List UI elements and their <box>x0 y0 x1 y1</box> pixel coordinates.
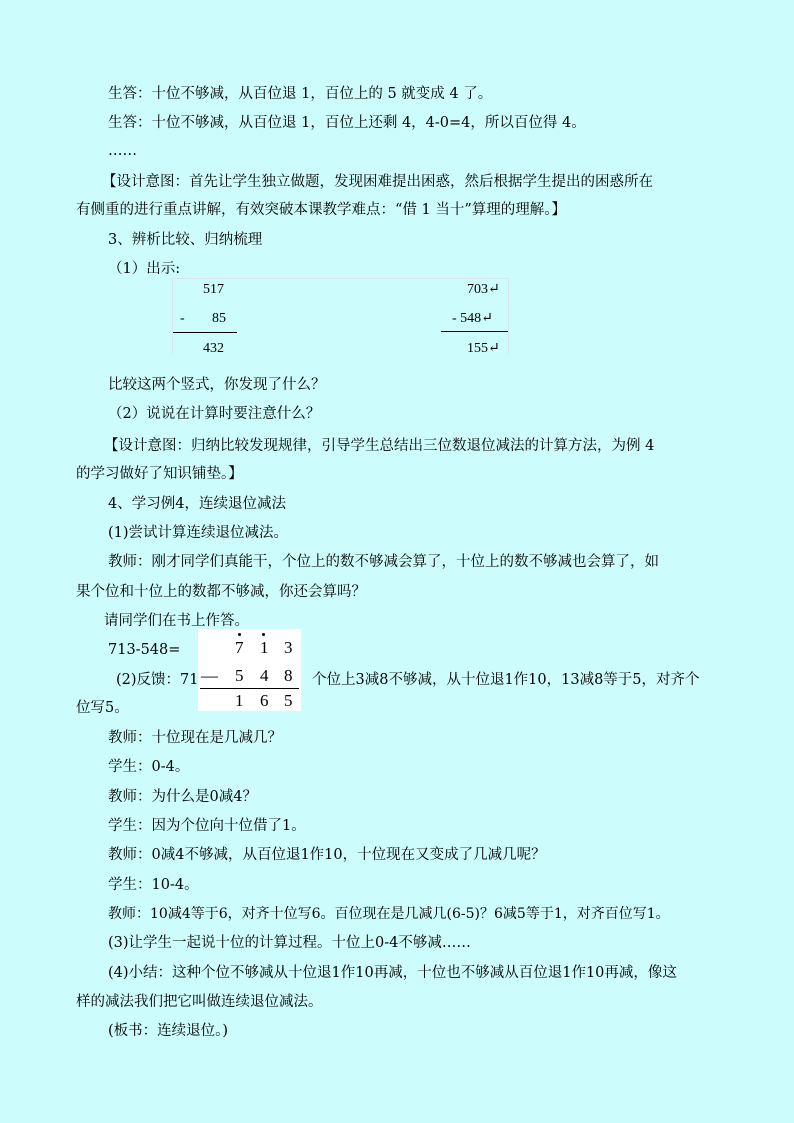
text-line: 样的减法我们把它叫做连续退位减法。 <box>76 994 323 1010</box>
text-line: (3)让学生一起说十位的计算过程。十位上0-4不够减…… <box>108 935 471 951</box>
text-line: 学生：10-4。 <box>108 877 199 893</box>
digit: 6 <box>260 691 269 710</box>
borrow-dot <box>262 633 265 636</box>
minus-sign: — <box>201 666 218 685</box>
text-line: …… <box>108 143 137 159</box>
digit: 7 <box>235 638 244 657</box>
text-line: 【设计意图：归纳比较发现规律，引导学生总结出三位数退位减法的计算方法，为例 4 <box>104 438 655 454</box>
text-line: 比较这两个竖式，你发现了什么？ <box>108 377 326 393</box>
eq-left-sub: 85 <box>212 311 226 326</box>
text-line: (1)尝试计算连续退位减法。 <box>108 525 289 541</box>
digit: 4 <box>260 666 269 685</box>
table-border <box>172 278 508 279</box>
section-heading: 3、辨析比较、归纳梳理 <box>108 232 263 248</box>
text-line: 位写5。 <box>76 700 129 716</box>
text-line: 教师：刚才同学们真能干，个位上的数不够减会算了，十位上的数不够减也会算了，如 <box>108 554 659 570</box>
text-line: 生答：十位不够减，从百位退 1，百位上还剩 4，4-0=4，所以百位得 4。 <box>108 115 586 131</box>
digit: 5 <box>235 666 244 685</box>
text-line: （2）说说在计算时要注意什么？ <box>108 406 321 422</box>
eq-right-top: 703↵ <box>467 282 500 297</box>
text-line: (2)反馈：71 <box>116 672 199 688</box>
text-line: 【设计意图：首先让学生独立做题，发现困难提出困惑，然后根据学生提出的困惑所在 <box>102 174 653 190</box>
digit: 5 <box>284 691 293 710</box>
digit: 8 <box>284 666 293 685</box>
calc-rule <box>200 688 299 689</box>
text-line: 请同学们在书上作答。 <box>104 613 249 629</box>
eq-left-rule <box>173 332 237 333</box>
text-line: 个位上3减8不够减，从十位退1作10，13减8等于5，对齐个 <box>312 672 700 688</box>
text-line: (4)小结：这种个位不够减从十位退1作10再减，十位也不够减从百位退1作10再减，像这 <box>108 965 677 981</box>
text-line: 学生：因为个位向十位借了1。 <box>108 818 306 834</box>
text-line: 教师：十位现在是几减几？ <box>108 730 282 746</box>
table-border <box>172 278 173 354</box>
digit: 1 <box>260 638 269 657</box>
text-line: 有侧重的进行重点讲解，有效突破本课教学难点：“借 1 当十”算理的理解。】 <box>76 202 567 218</box>
text-line: 713-548= <box>108 642 181 658</box>
section-heading: 4、学习例4，连续退位减法 <box>108 496 286 512</box>
borrow-dot <box>238 633 241 636</box>
table-border <box>508 278 509 354</box>
text-line: 教师：为什么是0减4？ <box>108 789 257 805</box>
text-line: 教师：0减4不够减，从百位退1作10，十位现在又变成了几减几呢？ <box>108 847 546 863</box>
vertical-calculation <box>198 629 301 711</box>
eq-left-minus: - <box>180 311 185 326</box>
digit: 1 <box>235 691 244 710</box>
eq-right-rule <box>441 331 508 332</box>
text-line: 果个位和十位上的数都不够减，你还会算吗？ <box>76 584 366 600</box>
text-line: 的学习做好了知识铺垫。】 <box>76 466 243 482</box>
text-line: (板书：连续退位。) <box>108 1023 229 1039</box>
text-line: 学生：0-4。 <box>108 759 190 775</box>
eq-right-result: 155↵ <box>467 341 500 356</box>
text-line: 教师：10减4等于6，对齐十位写6。百位现在是几减几(6-5)？6减5等于1，对齐百位写1。 <box>108 906 670 922</box>
eq-left-top: 517 <box>203 282 224 297</box>
digit: 3 <box>284 638 293 657</box>
text-line: （1）出示: <box>108 261 181 277</box>
text-line: 生答：十位不够减，从百位退 1，百位上的 5 就变成 4 了。 <box>108 86 493 102</box>
eq-left-result: 432 <box>203 341 224 356</box>
eq-right-sub: - 548↵ <box>452 311 493 326</box>
